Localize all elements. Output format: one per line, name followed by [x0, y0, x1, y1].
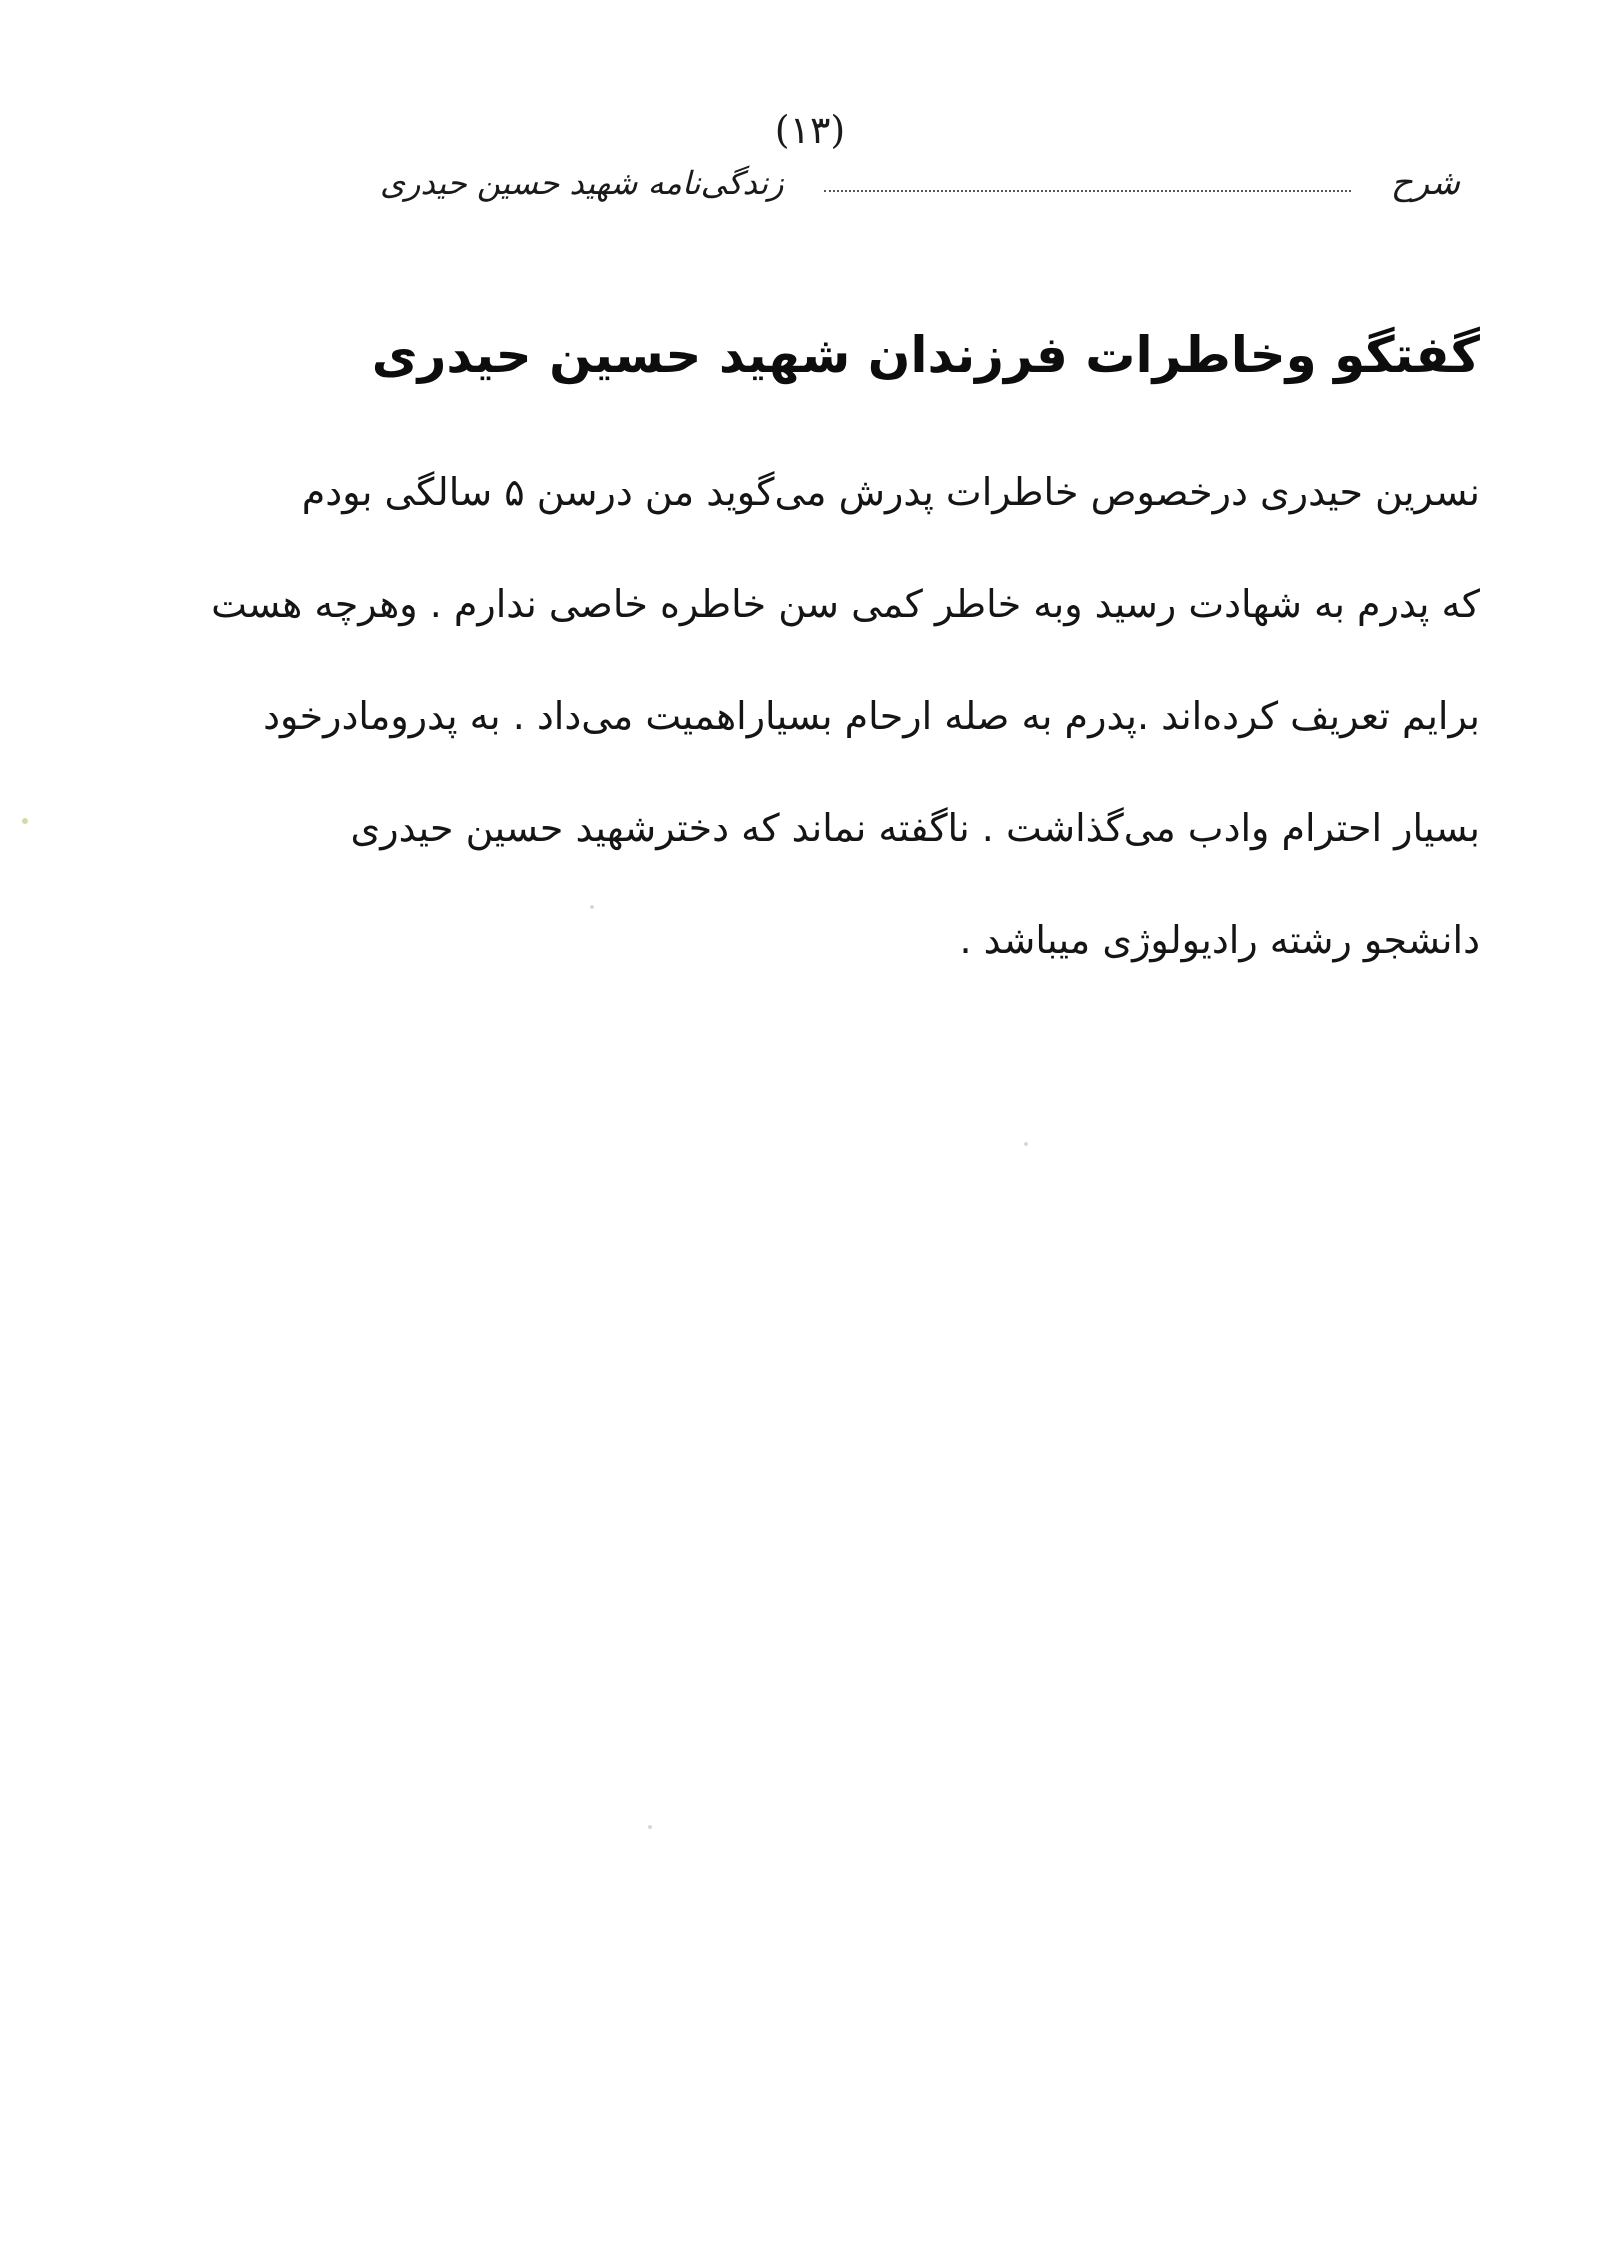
article-heading: گفتگو وخاطرات فرزندان شهید حسین حیدری	[371, 326, 1480, 384]
body-line: دانشجو رشته رادیولوژی میباشد .	[959, 918, 1480, 962]
running-header	[120, 158, 1460, 208]
page-number: (۱۳)	[774, 108, 846, 152]
header-dotted-leader	[824, 190, 1351, 192]
body-line: نسرین حیدری درخصوص خاطرات پدرش می‌گوید من درسن ۵ سالگی بودم	[301, 470, 1480, 514]
scan-speck	[590, 905, 594, 909]
body-line: برایم تعریف کرده‌اند .پدرم به صله ارحام بسیاراهمیت می‌داد . به پدرومادرخود	[263, 694, 1480, 738]
article-body	[100, 436, 1480, 996]
scan-speck	[1024, 1142, 1028, 1146]
header-section-label: شرح	[1390, 163, 1460, 203]
scan-speck	[22, 818, 28, 824]
body-line: بسیار احترام وادب می‌گذاشت . ناگفته نماند که دخترشهید حسین حیدری	[350, 806, 1480, 850]
body-line: که پدرم به شهادت رسید وبه خاطر کمی سن خاطره خاصی ندارم . وهرچه هست	[211, 582, 1480, 626]
scan-speck	[648, 1825, 652, 1829]
header-book-title: زندگی‌نامه شهید حسین حیدری	[380, 164, 784, 202]
